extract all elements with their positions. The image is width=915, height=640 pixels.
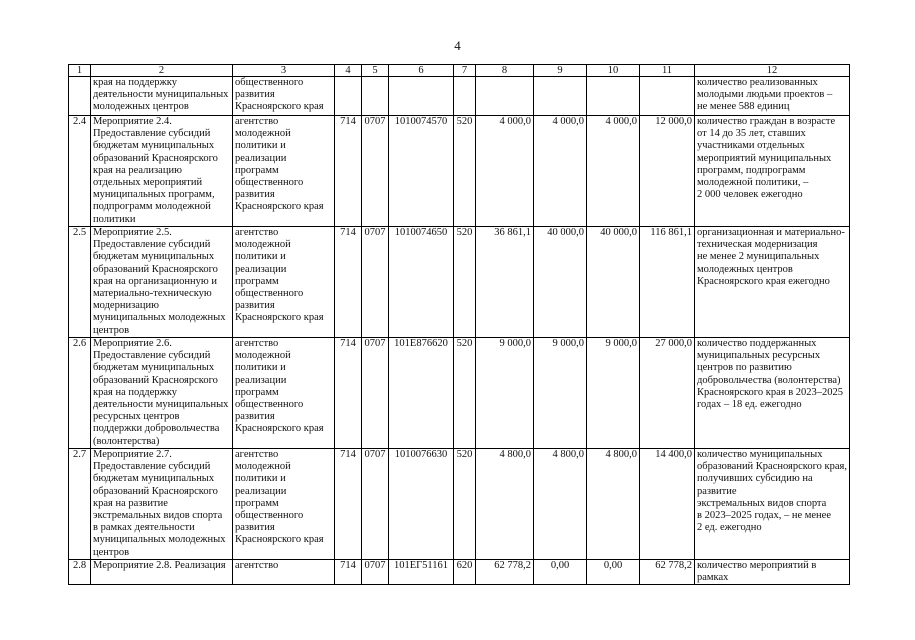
- amount-year-1: 9 000,0: [476, 338, 534, 449]
- amount-year-2: 4 800,0: [534, 449, 587, 560]
- code-expense-type: 520: [454, 227, 476, 338]
- responsible-agency: агентство молодежной политики и реализации программ общественного развития Красноярского края: [233, 338, 335, 449]
- amount-year-2: [534, 77, 587, 116]
- column-header: 12: [695, 65, 850, 77]
- column-header: 9: [534, 65, 587, 77]
- expected-result: организационная и материально- техническая модернизация не менее 2 муниципальных молодежных центров Красноярского края ежегодно: [695, 227, 850, 338]
- amount-year-1: 36 861,1: [476, 227, 534, 338]
- code-section: 0707: [362, 227, 389, 338]
- expected-result: количество муниципальных образований Красноярского края, получивших субсидию на развитие экстремальных видов спорта в 2023–2025 годах, – не менее 2 ед. ежегодно: [695, 449, 850, 560]
- amount-total: 27 000,0: [640, 338, 695, 449]
- amount-year-2: 4 000,0: [534, 116, 587, 227]
- amount-year-3: 40 000,0: [587, 227, 640, 338]
- code-target: 1010074650: [389, 227, 454, 338]
- budget-table: [68, 64, 850, 585]
- column-header: 8: [476, 65, 534, 77]
- item-number: 2.5: [69, 227, 91, 338]
- code-section: 0707: [362, 560, 389, 585]
- expected-result: количество поддержанных муниципальных ресурсных центров по развитию добровольчества (волонтерства) Красноярского края в 2023–2025 годах – 18 ед. ежегодно: [695, 338, 850, 449]
- table-row: [69, 449, 850, 560]
- code-expense-type: [454, 77, 476, 116]
- code-expense-type: 520: [454, 116, 476, 227]
- code-target: 1010074570: [389, 116, 454, 227]
- column-header: 3: [233, 65, 335, 77]
- responsible-agency: агентство молодежной политики и реализации программ общественного развития Красноярского края: [233, 449, 335, 560]
- item-number: 2.4: [69, 116, 91, 227]
- item-number: 2.6: [69, 338, 91, 449]
- table-row: [69, 560, 850, 585]
- table-row: [69, 227, 850, 338]
- column-header: 4: [335, 65, 362, 77]
- table-row: [69, 77, 850, 116]
- code-grbs: 714: [335, 560, 362, 585]
- amount-year-3: 4 000,0: [587, 116, 640, 227]
- code-target: [389, 77, 454, 116]
- amount-year-3: 9 000,0: [587, 338, 640, 449]
- item-number: [69, 77, 91, 116]
- column-header: 10: [587, 65, 640, 77]
- amount-year-2: 0,00: [534, 560, 587, 585]
- code-expense-type: 520: [454, 338, 476, 449]
- amount-year-2: 9 000,0: [534, 338, 587, 449]
- column-header: 11: [640, 65, 695, 77]
- table-row: [69, 338, 850, 449]
- amount-year-3: [587, 77, 640, 116]
- code-expense-type: 620: [454, 560, 476, 585]
- amount-total: 12 000,0: [640, 116, 695, 227]
- column-header: 5: [362, 65, 389, 77]
- code-section: 0707: [362, 338, 389, 449]
- column-header: 6: [389, 65, 454, 77]
- activity-name: Мероприятие 2.8. Реализация: [91, 560, 233, 585]
- code-grbs: 714: [335, 227, 362, 338]
- table-row: [69, 116, 850, 227]
- amount-total: 116 861,1: [640, 227, 695, 338]
- expected-result: количество мероприятий в рамках: [695, 560, 850, 585]
- activity-name: края на поддержку деятельности муниципальных молодежных центров: [91, 77, 233, 116]
- responsible-agency: агентство: [233, 560, 335, 585]
- responsible-agency: агентство молодежной политики и реализации программ общественного развития Красноярского края: [233, 227, 335, 338]
- code-section: 0707: [362, 449, 389, 560]
- activity-name: Мероприятие 2.6. Предоставление субсидий бюджетам муниципальных образований Красноярского края на поддержку деятельности муниципальных ресурсных центров поддержки добровольчества (волонтерства): [91, 338, 233, 449]
- amount-year-3: 4 800,0: [587, 449, 640, 560]
- column-header: 2: [91, 65, 233, 77]
- code-target: 1010076630: [389, 449, 454, 560]
- activity-name: Мероприятие 2.7. Предоставление субсидий бюджетам муниципальных образований Красноярского края на развитие экстремальных видов спорта в рамках деятельности муниципальных молодежных центров: [91, 449, 233, 560]
- column-number-row: [69, 65, 850, 77]
- code-grbs: 714: [335, 338, 362, 449]
- amount-total: 14 400,0: [640, 449, 695, 560]
- activity-name: Мероприятие 2.4. Предоставление субсидий бюджетам муниципальных образований Красноярского края на реализацию отдельных мероприятий муниципальных программ, подпрограмм молодежной политики: [91, 116, 233, 227]
- item-number: 2.7: [69, 449, 91, 560]
- amount-total: [640, 77, 695, 116]
- code-expense-type: 520: [454, 449, 476, 560]
- amount-total: 62 778,2: [640, 560, 695, 585]
- code-section: [362, 77, 389, 116]
- code-target: 101Е876620: [389, 338, 454, 449]
- responsible-agency: общественного развития Красноярского края: [233, 77, 335, 116]
- column-header: 1: [69, 65, 91, 77]
- amount-year-1: 4 800,0: [476, 449, 534, 560]
- code-grbs: [335, 77, 362, 116]
- page-number: 4: [454, 38, 461, 53]
- code-grbs: 714: [335, 449, 362, 560]
- expected-result: количество реализованных молодыми людьми проектов – не менее 588 единиц: [695, 77, 850, 116]
- amount-year-2: 40 000,0: [534, 227, 587, 338]
- code-target: 101ЕГ51161: [389, 560, 454, 585]
- column-header: 7: [454, 65, 476, 77]
- activity-name: Мероприятие 2.5. Предоставление субсидий бюджетам муниципальных образований Красноярского края на организационную и материально-техническую модернизацию муниципальных молодежных центров: [91, 227, 233, 338]
- code-section: 0707: [362, 116, 389, 227]
- responsible-agency: агентство молодежной политики и реализации программ общественного развития Красноярского края: [233, 116, 335, 227]
- amount-year-3: 0,00: [587, 560, 640, 585]
- expected-result: количество граждан в возрасте от 14 до 35 лет, ставших участниками отдельных мероприятий муниципальных программ, подпрограмм молодежной политики, – 2 000 человек ежегодно: [695, 116, 850, 227]
- item-number: 2.8: [69, 560, 91, 585]
- amount-year-1: 62 778,2: [476, 560, 534, 585]
- amount-year-1: [476, 77, 534, 116]
- amount-year-1: 4 000,0: [476, 116, 534, 227]
- code-grbs: 714: [335, 116, 362, 227]
